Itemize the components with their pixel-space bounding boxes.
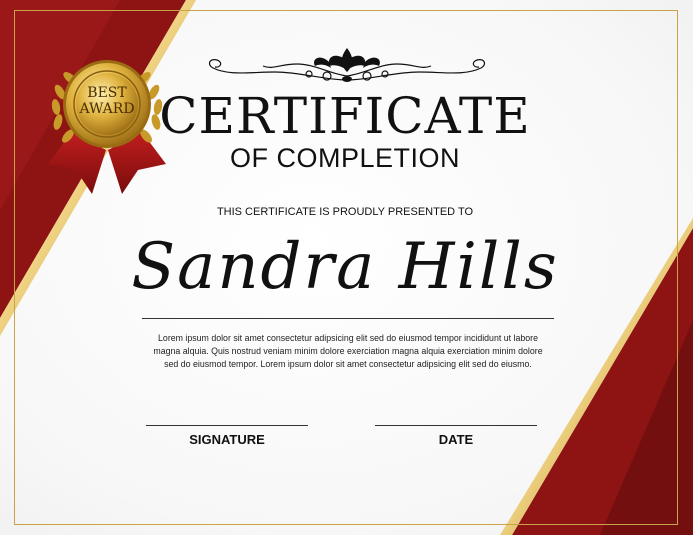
signature-label: SIGNATURE bbox=[189, 432, 265, 447]
date-label: DATE bbox=[438, 432, 474, 447]
date-line bbox=[375, 425, 537, 426]
name-underline bbox=[142, 318, 554, 319]
body-paragraph bbox=[130, 332, 566, 371]
medal-line-2: AWARD bbox=[79, 101, 135, 117]
certificate-subtitle: OF COMPLETION bbox=[229, 143, 460, 173]
body-line-2: magna alquia. Quis nostrud veniam minim dolore exerciation magna alquia exerciation minim dolore bbox=[153, 346, 543, 356]
recipient-name: Sandra Hills bbox=[131, 230, 559, 304]
signature-line bbox=[146, 425, 308, 426]
body-line-1: Lorem ipsum dolor sit amet consectetur adipsicing elit sed do eiusmod tempor incididunt ut labore bbox=[158, 333, 538, 343]
medal-line-1: BEST bbox=[87, 85, 127, 101]
body-line-3: sed do eiusmod tempor. Lorem ipsum dolor sit amet consectetur adipsicing elit sed do eiusmo. bbox=[164, 359, 532, 369]
presented-to-text: THIS CERTIFICATE IS PROUDLY PRESENTED TO bbox=[216, 206, 474, 218]
flourish-ornament bbox=[205, 42, 490, 86]
certificate-title: CERTIFICATE bbox=[159, 87, 531, 145]
